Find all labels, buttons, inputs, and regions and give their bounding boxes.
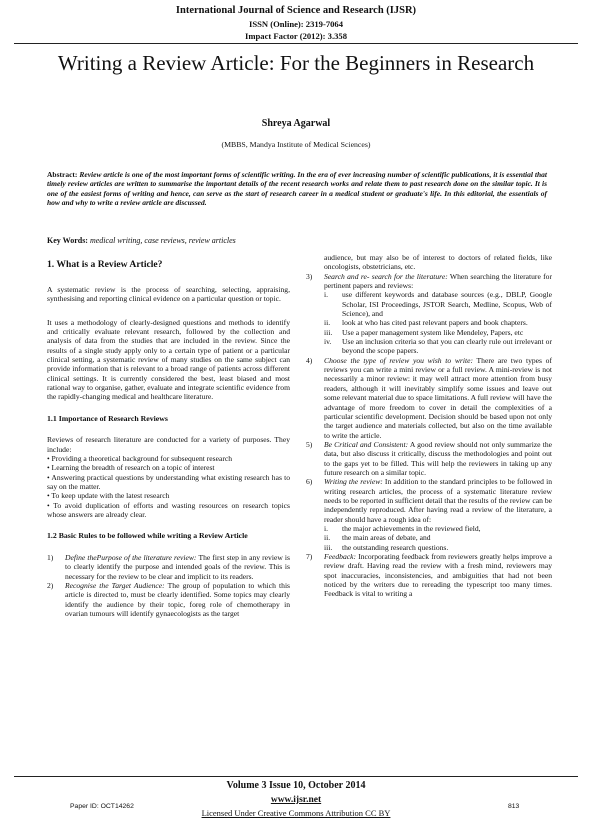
paragraph: audience, but may also be of interest to doctors of related fields, like oncologists, obstetricians, etc. [324,253,552,272]
rule-text: Incorporating feedback from reviewers greatly helps improve a review draft. Having read the review with a fresh mind, reviewers may spot inaccuracies, inconsistencies, and ambiguities that had not been noticed by the writers due to rereading the typescript too many times. Feedback is vital to writing a [324,552,552,599]
sub-list [324,524,552,552]
sub-number: iii. [324,327,333,337]
rule-text: In addition to the standard principles to be followed in writing research articles, the process of a systematic literature review needs to be reported in sufficient detail that the results of the review can be independently reproduced. After having read a review of the literature, a reader should have a rough idea of: [324,477,553,524]
rule-number: 6) [306,477,313,487]
rule-lead: Recognise the Target Audience: [65,581,165,591]
abstract [47,170,547,207]
rule-text: The first step in any review is to clearly identify the purpose and intended goals of the review. This is necessary for the review to be clear and implicit to its readers. [65,553,290,581]
rule-text: A good review should not only summarize the data, but also discuss it critically, discuss the methodologies and point out to the gaps yet to be filled. This will help the reviewers in taking up any future research on a similar topic. [324,439,552,477]
abstract-label: Abstract: [47,170,78,179]
rule-number: 7) [306,552,313,561]
sub-text: Use an inclusion criteria so that you can clearly rule out irrelevant or beyond the scope papers. [342,337,552,356]
bullet-item: • Learning the breadth of research on a topic of interest [47,463,215,473]
sub-number: iv. [324,337,332,347]
sub-text: the outstanding research questions. [342,542,449,552]
sub-text: look at who has cited past relevant papers and book chapters. [342,318,528,328]
impact-factor: Impact Factor (2012): 3.358 [245,31,347,41]
journal-name: International Journal of Science and Research (IJSR) [175,5,417,16]
bullet-item: • Answering practical questions by understanding what existing research has to say on the matter. [47,472,290,492]
rule-item [306,356,552,440]
paragraph: Reviews of research literature are conducted for a variety of purposes. They include: [47,435,290,454]
rules-list [47,553,290,618]
article-title: Writing a Review Article: For the Beginners in Research [57,51,535,75]
author-name: Shreya Agarwal [261,118,331,129]
volume-info: Volume 3 Issue 10, October 2014 [226,780,366,791]
sub-text: the main areas of debate, and [342,533,431,543]
rule-lead: Writing the review: [324,477,383,487]
author-affiliation: (MBBS, Mandya Institute of Medical Sciences) [221,140,371,149]
issn: ISSN (Online): 2319-7064 [248,19,344,29]
page-number: 813 [508,803,520,810]
website-link[interactable]: www.ijsr.net [270,795,322,805]
keywords [47,236,547,245]
sub-item [324,290,552,318]
left-column [47,256,290,618]
subsection-heading: 1.1 Importance of Research Reviews [47,413,168,423]
rule-item [306,272,552,356]
bullet-item: • To keep update with the latest research [47,491,170,501]
paper-id: Paper ID: OCT14262 [70,803,134,810]
sub-list [324,290,552,355]
rule-item [306,552,552,599]
right-column [306,253,552,599]
header-rule [14,43,578,44]
sub-text: Use a paper management system like Mendeley, Papers, etc [342,327,524,337]
rule-number: 4) [306,355,313,365]
rule-item [306,440,552,477]
rule-number: 2) [47,581,54,591]
sub-item [324,318,552,327]
rule-lead: Search and re- search for the literature: [324,271,448,281]
subsection-heading: 1.2 Basic Rules to be followed while writing a Review Article [47,531,248,541]
license-link[interactable]: Licensed Under Creative Commons Attribution CC BY [201,808,391,818]
rule-lead: Choose the type of review you wish to write: [324,355,473,365]
keywords-label: Key Words: [47,236,88,245]
bullet-item: • Providing a theoretical background for subsequent research [47,454,233,464]
sub-text: use different keywords and database sources (e.g., DBLP, Google Scholar, ISI Proceedings, JSTOR Search, Medline, Scopus, Web of Science), and [342,290,552,319]
rules-list [306,272,552,599]
rule-text: There are two types of reviews you can write a mini review or a full review. A mini-review is not necessarily a minor review: it may well attract more attention from busy readers, although it will inevitably simplify some issues and leave out some relevant material due to space limitations. A full review will have the advantage of more freedom to cover in detail the complexities of a particular scientific development. Decision should be based upon not only the target audience and materials collected, but also on the time available to write the article. [324,355,553,440]
sub-text: the major achievements in the reviewed field, [342,523,481,533]
rule-lead: Define thePurpose of the literature review: [65,553,197,563]
rule-number: 5) [306,439,313,449]
sub-number: iii. [324,542,333,552]
rule-item [47,581,290,618]
rule-item [306,477,552,552]
rule-number: 3) [306,271,313,281]
rule-item [47,553,290,581]
section-heading: 1. What is a Review Article? [47,259,163,270]
sub-item [324,524,552,533]
rule-text: The group of population to which this article is directed to, must be clearly identified. Some topics may clearly identify the audience by their topic, foreg role of chemotherapy in ovarian tumours will identify gynaecologists as the target [65,581,291,619]
rule-lead: Be Critical and Consistent: [324,439,409,449]
paragraph: A systematic review is the process of searching, selecting, appraising, synthesising and reporting clinical evidence on a particular question or topic. [47,285,290,304]
sub-number: ii. [324,533,331,543]
rule-text: When searching the literature for pertinent papers and reviews: [324,271,552,291]
sub-item [324,543,552,552]
keywords-value: medical writing, case reviews, review articles [89,236,236,245]
sub-number: i. [324,290,329,300]
sub-item [324,328,552,337]
rule-number: 1) [47,553,54,563]
sub-number: i. [324,523,329,533]
sub-item [324,337,552,356]
sub-number: ii. [324,318,331,328]
rule-lead: Feedback: [324,552,357,561]
footer-rule [14,776,578,777]
bullet-item: • To avoid duplication of efforts and wasting resources on research topics whose answers are already clear. [47,500,290,520]
abstract-text: Review article is one of the most important forms of scientific writing. In the era of ever increasing number of scientific publications, it is essential that timely review articles are written to summarise the important details of the recent research works and relate them to past research done on the similar topic. It is one of the easiest forms of writing and hence, can serve as the start of research career in a medical student or graduate's life. In this editorial, the essentials of how and why to write a review article are discussed. [47,170,548,207]
sub-item [324,533,552,542]
paragraph: It uses a methodology of clearly-designed questions and methods to identify and critically evaluate relevant research, followed by the collection and analysis of data from the studies that are included in the review. Since the results of a single study apply only to a certain type of patient or a particular clinical setting, a systematic review of many studies on the same subject can provide information that is relevant to a broad range of patients across different clinical settings. It is currently considered the best, least biased and most rational way to organise, gather, evaluate and integrate scientific evidence from the rapidly-changing medical and healthcare literature. [47,317,290,402]
